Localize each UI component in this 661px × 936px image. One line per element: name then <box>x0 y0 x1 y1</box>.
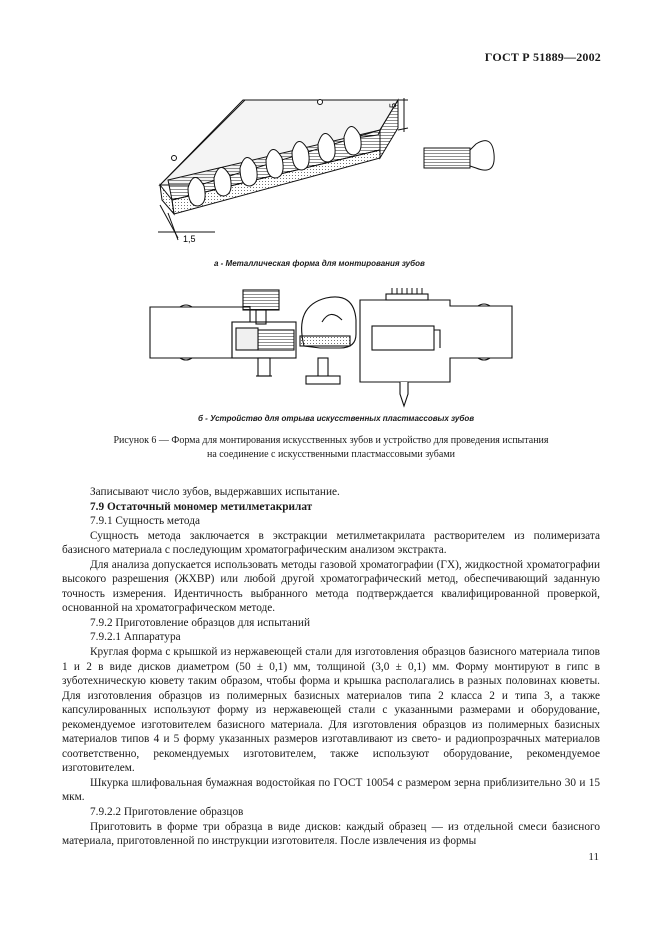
document-body <box>62 485 600 849</box>
page-number: 11 <box>588 851 599 863</box>
paragraph: Шкурка шлифовальная бумажная водостойкая по ГОСТ 10054 с размером зерна приблизительно 30 и 15 мкм. <box>62 776 600 804</box>
subsection-heading: 7.9.2 Приготовление образцов для испытаний <box>90 616 311 629</box>
pull-off-device-drawing <box>150 288 512 406</box>
figure-b-label: б - Устройство для отрыва искусственных пластмассовых зубов <box>198 414 475 423</box>
metal-mold-drawing <box>158 98 408 240</box>
figure-a-label: а - Металлическая форма для монтирования зубов <box>214 259 425 268</box>
subsection-heading: 7.9.2.1 Аппаратура <box>90 631 181 644</box>
figure-6-drawings <box>0 0 661 430</box>
section-title: Остаточный мономер метилметакрилат <box>106 500 313 513</box>
paragraph: Приготовить в форме три образца в виде дисков: каждый образец — из отдельной смеси базисного материала, приготовленной по инструкции изготовителя. После извлечения из формы <box>62 820 600 848</box>
paragraph: Для анализа допускается использовать методы газовой хроматографии (ГХ), жидкостной хроматографии высокого разрешения (ЖХВР) или любой другой хроматографический метод, обеспечивающий заданную точность измерения. Идентичность выбранного метода подтверждается квалифицированной проверкой, основанной на хроматографическом методе. <box>62 558 600 615</box>
subsection-heading: 7.9.2.2 Приготовление образцов <box>90 806 244 819</box>
document-header: ГОСТ Р 51889—2002 <box>484 50 601 64</box>
subsection-heading: 7.9.1 Сущность метода <box>90 515 200 528</box>
figure-caption <box>60 434 602 462</box>
tooth-with-pin-drawing <box>424 141 494 170</box>
figure-caption-line-2: на соединение с искусственными пластмассовыми зубами <box>206 449 456 460</box>
dimension-1-5: 1,5 <box>183 234 196 244</box>
section-heading-7-9 <box>62 500 600 515</box>
figure-caption-line-1: Рисунок 6 — Форма для монтирования искусственных зубов и устройство для проведения испытания <box>113 435 549 446</box>
dimension-5: 5 <box>388 102 398 108</box>
paragraph: Записывают число зубов, выдержавших испытание. <box>90 486 340 498</box>
section-number: 7.9 <box>90 500 105 513</box>
paragraph: Круглая форма с крышкой из нержавеющей стали для изготовления образцов базисного материала типов 1 и 2 в виде дисков диаметром (50 ± 0,1) мм, толщиной (3,0 ± 0,1) мм. Форму монтируют в гипс в зуботехническую кювету таким образом, чтобы форма и крышка располагались в разных половинах кюветы. Для изготовления образцов из полимерных базисных материалов типа 2 класса 2 и типа 3, а также капсулированных используют форму из нержавеющей стали с указанными размерами и оборудование, рекомендуемое изготовителем базисного материала. Для изготовления образцов из полимерных базисных материалов типов 4 и 5 форму указанных размеров изготавливают из свето- и радиопрозрачных материалов соответственно, рекомендуемых изготовителем, также используют оборудование, рекомендуемое изготовителем. <box>62 646 600 775</box>
paragraph: Сущность метода заключается в экстракции метилметакрилата растворителем из полимеризата базисного материала с последующим хроматографическим анализом экстракта. <box>62 529 600 557</box>
